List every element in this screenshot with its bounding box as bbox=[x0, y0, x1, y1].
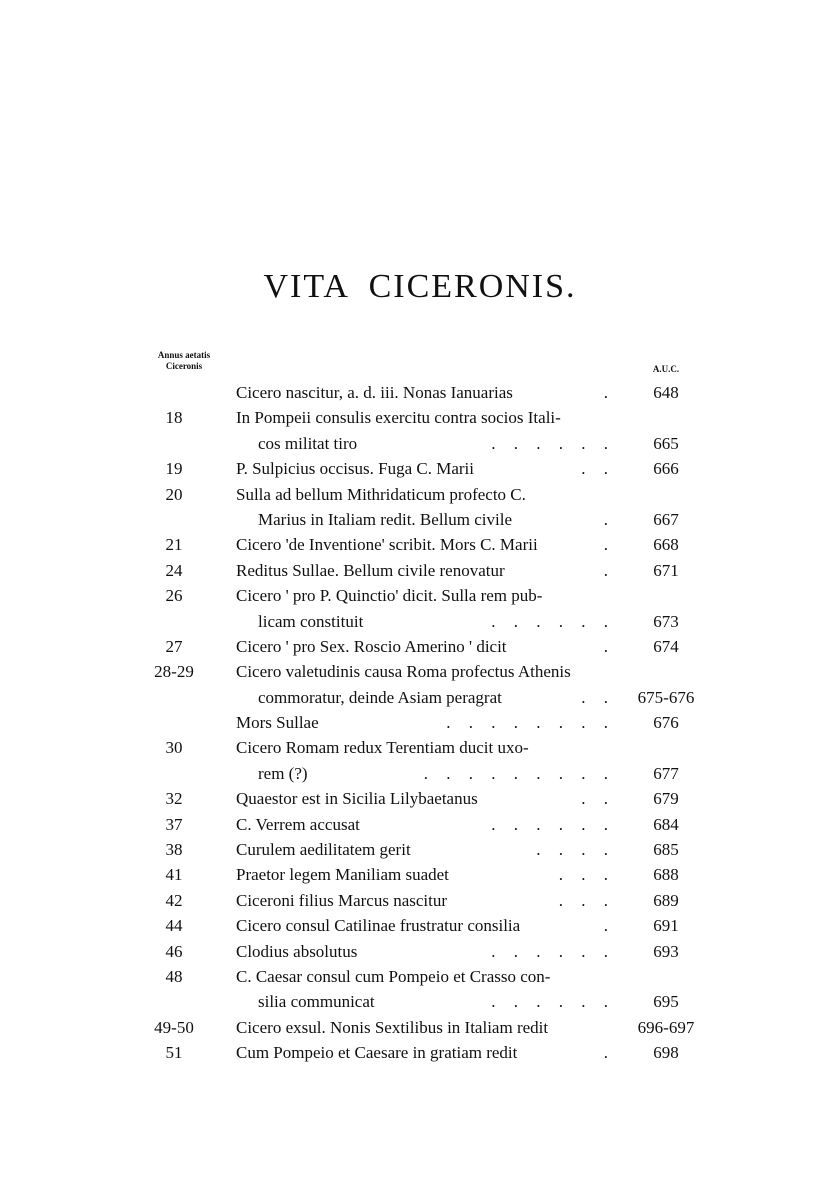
age-cell: 48 bbox=[165, 966, 183, 986]
table-row bbox=[128, 812, 708, 837]
event-cell: rem (?) bbox=[258, 763, 308, 783]
leader-dots: . bbox=[603, 560, 608, 580]
table-row bbox=[128, 482, 708, 507]
auc-cell: 685 bbox=[653, 840, 679, 860]
leader-dots: . . . . . . bbox=[491, 814, 608, 834]
event-cell: Cicero ' pro Sex. Roscio Amerino ' dicit bbox=[236, 636, 507, 656]
table-row bbox=[128, 583, 708, 608]
leader-dots: . bbox=[603, 535, 608, 555]
event-cell: Clodius absolutus bbox=[236, 941, 358, 961]
table-row bbox=[128, 685, 708, 710]
leader-dots: . . bbox=[581, 459, 608, 479]
event-cell: commoratur, deinde Asiam peragrat bbox=[258, 687, 502, 707]
table-row bbox=[128, 609, 708, 634]
table-row bbox=[128, 710, 708, 735]
age-header-line2: Ciceronis bbox=[165, 361, 203, 371]
leader-dots: . bbox=[603, 509, 608, 529]
auc-cell: 674 bbox=[653, 636, 679, 656]
event-cell: Cicero exsul. Nonis Sextilibus in Italiam redit bbox=[236, 1017, 549, 1037]
auc-cell: 666 bbox=[653, 459, 679, 479]
event-cell: P. Sulpicius occisus. Fuga C. Marii bbox=[236, 459, 475, 479]
leader-dots: . . bbox=[581, 687, 608, 707]
table-row bbox=[128, 558, 708, 583]
table-row bbox=[128, 939, 708, 964]
table-row bbox=[128, 1015, 708, 1040]
event-cell: licam constituit bbox=[258, 611, 364, 631]
event-cell: Marius in Italiam redit. Bellum civile bbox=[258, 509, 512, 529]
leader-dots: . . . bbox=[558, 865, 608, 885]
event-cell: Cicero valetudinis causa Roma profectus Athenis bbox=[236, 662, 571, 682]
leader-dots: . bbox=[603, 1043, 608, 1063]
table-row bbox=[128, 1040, 708, 1065]
leader-dots: . . . . . . bbox=[491, 941, 608, 961]
chronology-table bbox=[128, 380, 708, 1066]
auc-cell: 684 bbox=[653, 814, 679, 834]
age-header-line1: Annus aetatis bbox=[157, 350, 211, 360]
event-cell: Cicero Romam redux Terentiam ducit uxo- bbox=[236, 738, 529, 758]
leader-dots: . . . bbox=[558, 890, 608, 910]
age-cell: 32 bbox=[165, 789, 183, 809]
age-column-header bbox=[128, 350, 240, 372]
auc-cell: 671 bbox=[653, 560, 679, 580]
auc-cell: 676 bbox=[653, 713, 679, 733]
age-cell: 51 bbox=[165, 1043, 183, 1063]
event-cell: Mors Sullae bbox=[236, 713, 319, 733]
event-cell: Reditus Sullae. Bellum civile renovatur bbox=[236, 560, 505, 580]
table-row bbox=[128, 405, 708, 430]
event-cell: Curulem aedilitatem gerit bbox=[236, 840, 411, 860]
event-cell: cos militat tiro bbox=[258, 433, 358, 453]
age-cell: 19 bbox=[165, 459, 183, 479]
leader-dots: . . . . . . . . bbox=[446, 713, 608, 733]
table-row bbox=[128, 431, 708, 456]
age-cell: 44 bbox=[165, 916, 183, 936]
auc-cell: 696-697 bbox=[637, 1017, 695, 1037]
leader-dots: . . . . bbox=[536, 840, 608, 860]
age-cell: 28-29 bbox=[154, 662, 194, 682]
auc-cell: 667 bbox=[653, 509, 679, 529]
page-title: VITA CICERONIS. bbox=[263, 268, 577, 305]
table-row bbox=[128, 786, 708, 811]
event-cell: C. Verrem accusat bbox=[236, 814, 360, 834]
leader-dots: . bbox=[603, 383, 608, 402]
table-row bbox=[128, 735, 708, 760]
table-row bbox=[128, 888, 708, 913]
age-cell: 49-50 bbox=[154, 1017, 194, 1037]
auc-cell: 665 bbox=[653, 433, 679, 453]
age-cell: 18 bbox=[165, 408, 183, 428]
table-row bbox=[128, 761, 708, 786]
table-row bbox=[128, 532, 708, 557]
table-row bbox=[128, 634, 708, 659]
age-cell: 46 bbox=[165, 941, 183, 961]
table-row bbox=[128, 380, 708, 405]
event-cell: Cicero 'de Inventione' scribit. Mors C. Marii bbox=[236, 535, 538, 555]
leader-dots: . . . . . . bbox=[491, 992, 608, 1012]
auc-cell: 689 bbox=[653, 890, 679, 910]
auc-cell: 695 bbox=[653, 992, 679, 1012]
leader-dots: . . . . . . bbox=[491, 433, 608, 453]
auc-cell: 691 bbox=[653, 916, 679, 936]
age-cell: 41 bbox=[165, 865, 183, 885]
table-row bbox=[128, 659, 708, 684]
auc-column-header: A.U.C. bbox=[652, 364, 680, 374]
auc-cell: 673 bbox=[653, 611, 679, 631]
event-cell: Praetor legem Maniliam suadet bbox=[236, 865, 449, 885]
table-row bbox=[128, 507, 708, 532]
leader-dots: . . . . . . bbox=[491, 611, 608, 631]
auc-cell: 677 bbox=[653, 763, 679, 783]
age-cell: 27 bbox=[165, 636, 183, 656]
leader-dots: . . . . . . . . . bbox=[423, 763, 608, 783]
leader-dots: . . bbox=[581, 789, 608, 809]
table-row bbox=[128, 862, 708, 887]
event-cell: Quaestor est in Sicilia Lilybaetanus bbox=[236, 789, 478, 809]
leader-dots: . bbox=[603, 636, 608, 656]
age-cell: 21 bbox=[165, 535, 183, 555]
auc-cell: 688 bbox=[653, 865, 679, 885]
event-cell: In Pompeii consulis exercitu contra socios Itali- bbox=[236, 408, 561, 428]
event-cell: Cicero ' pro P. Quinctio' dicit. Sulla rem pub- bbox=[236, 586, 543, 606]
event-cell: Cicero nascitur, a. d. iii. Nonas Ianuarias bbox=[236, 383, 513, 402]
event-cell: Ciceroni filius Marcus nascitur bbox=[236, 890, 448, 910]
auc-cell: 668 bbox=[653, 535, 679, 555]
leader-dots: . bbox=[603, 916, 608, 936]
auc-cell: 698 bbox=[653, 1043, 679, 1063]
event-cell: Cum Pompeio et Caesare in gratiam redit bbox=[236, 1043, 518, 1063]
age-cell: 24 bbox=[165, 560, 183, 580]
event-cell: C. Caesar consul cum Pompeio et Crasso con- bbox=[236, 966, 551, 986]
age-cell: 30 bbox=[165, 738, 183, 758]
age-cell: 37 bbox=[165, 814, 183, 834]
age-cell: 42 bbox=[165, 890, 183, 910]
table-row bbox=[128, 837, 708, 862]
auc-cell: 693 bbox=[653, 941, 679, 961]
age-cell: 20 bbox=[165, 484, 183, 504]
table-row bbox=[128, 964, 708, 989]
table-row bbox=[128, 913, 708, 938]
table-row bbox=[128, 989, 708, 1014]
event-cell: silia communicat bbox=[258, 992, 375, 1012]
auc-cell: 648 bbox=[653, 383, 679, 402]
table-row bbox=[128, 456, 708, 481]
auc-cell: 679 bbox=[653, 789, 679, 809]
event-cell: Sulla ad bellum Mithridaticum profecto C. bbox=[236, 484, 526, 504]
age-cell: 26 bbox=[165, 586, 183, 606]
age-cell: 38 bbox=[165, 840, 183, 860]
event-cell: Cicero consul Catilinae frustratur consilia bbox=[236, 916, 521, 936]
auc-cell: 675-676 bbox=[637, 687, 695, 707]
